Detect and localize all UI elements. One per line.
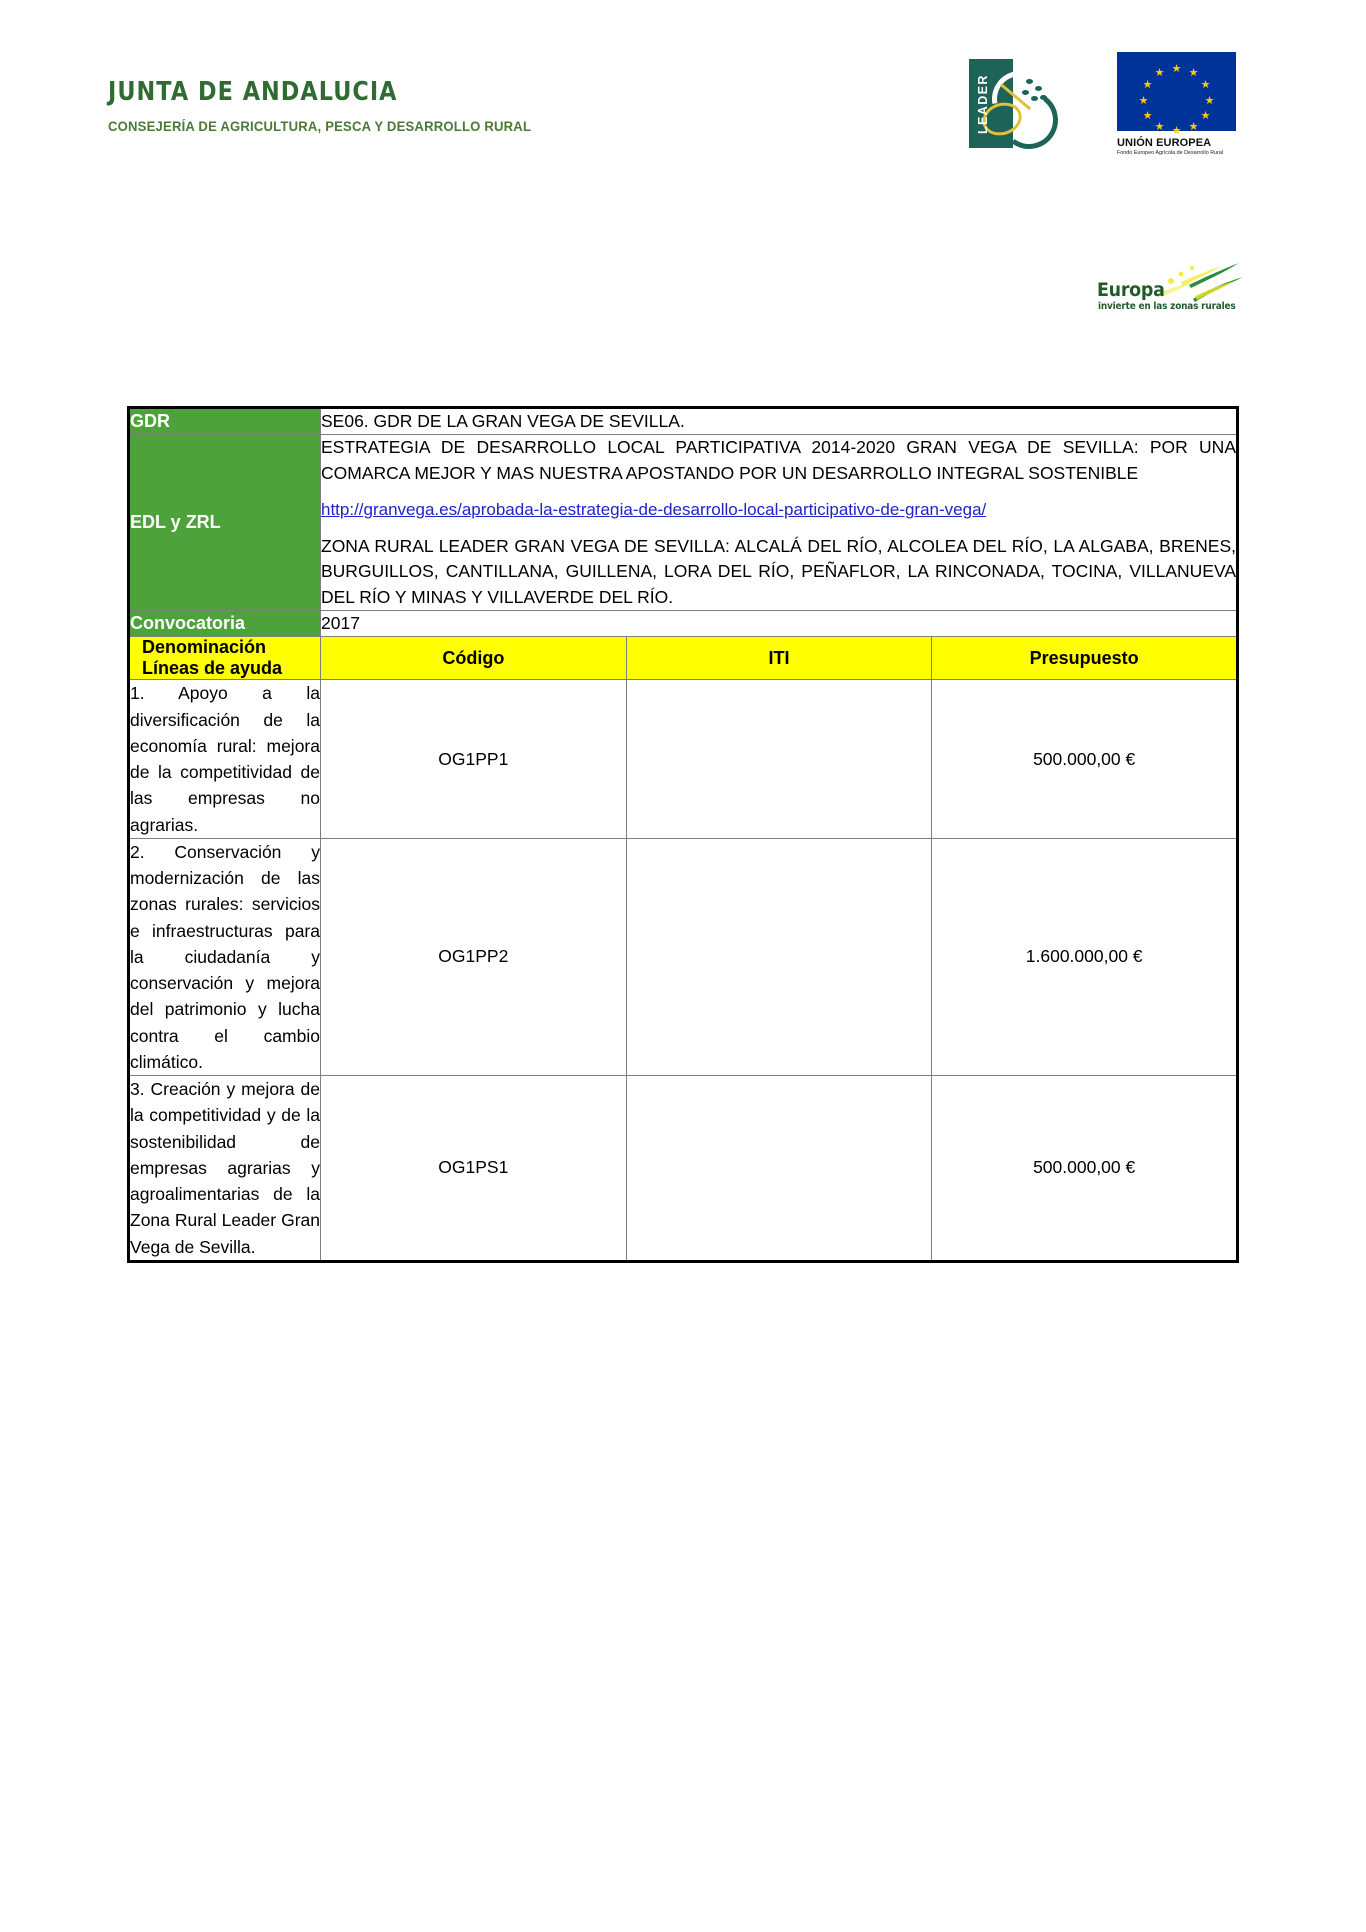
leader-logo-text: LEADER <box>976 74 990 134</box>
table-row-gdr <box>129 408 1238 435</box>
leader-logo <box>969 59 1058 148</box>
header-presupuesto: Presupuesto <box>932 637 1238 680</box>
edl-strategy-link[interactable]: http://granvega.es/aprobada-la-estrategia-de-desarrollo-local-participativo-de-gran-vega/ <box>321 500 987 520</box>
gdr-info-table-container <box>127 406 1239 1263</box>
eu-label: UNIÓN EUROPEA <box>1117 137 1212 149</box>
linea-iti <box>626 1076 932 1262</box>
linea-denominacion: 2. Conservación y modernización de las zonas rurales: servicios e infraestructuras para la ciudadanía y conservación y mejora del patrimonio y lucha contra el cambio climático. <box>129 838 321 1075</box>
linea-codigo: OG1PS1 <box>321 1076 627 1262</box>
europa-leaves-icon <box>1151 255 1255 305</box>
eu-flag-icon: ★ ★ ★ ★ ★ ★ ★ ★ ★ ★ ★ ★ <box>1117 52 1236 131</box>
edl-description-paragraph: ESTRATEGIA DE DESARROLLO LOCAL PARTICIPATIVA 2014-2020 GRAN VEGA DE SEVILLA: POR UNA COMARCA MEJOR Y MAS NUESTRA APOSTANDO POR UN DESARROLLO INTEGRAL SOSTENIBLE <box>321 437 1236 483</box>
leader-leaf-icon <box>1035 86 1042 91</box>
linea-denominacion: 1. Apoyo a la diversificación de la economía rural: mejora de la competitividad de las empresas no agrarias. <box>129 680 321 839</box>
linea-presupuesto: 500.000,00 € <box>932 680 1238 839</box>
table-row <box>129 838 1238 1075</box>
gdr-info-table <box>127 406 1239 1263</box>
linea-iti <box>626 680 932 839</box>
edl-link-paragraph <box>321 497 1236 523</box>
convocatoria-label-cell: Convocatoria <box>129 610 321 636</box>
linea-presupuesto: 500.000,00 € <box>932 1076 1238 1262</box>
header-denominacion: Denominación Líneas de ayuda <box>129 637 321 680</box>
header-codigo: Código <box>321 637 627 680</box>
europa-word: Europa <box>1097 279 1165 301</box>
lineas-header-row <box>129 637 1238 680</box>
linea-iti <box>626 838 932 1075</box>
edl-zrl-value-cell <box>321 435 1238 611</box>
linea-presupuesto: 1.600.000,00 € <box>932 838 1238 1075</box>
leader-leaf-icon <box>1026 79 1033 84</box>
europa-tagline: invierte en las zonas rurales <box>1098 301 1236 312</box>
linea-codigo: OG1PP1 <box>321 680 627 839</box>
table-row-edl-zrl <box>129 435 1238 611</box>
convocatoria-value-cell: 2017 <box>321 610 1238 636</box>
edl-zrl-label-cell: EDL y ZRL <box>129 435 321 611</box>
page-header <box>0 0 1366 312</box>
linea-denominacion: 3. Creación y mejora de la competitividad y de la sostenibilidad de empresas agrarias y agroalimentarias de la Zona Rural Leader Gran Vega de Sevilla. <box>129 1076 321 1262</box>
european-union-logo <box>1117 52 1259 156</box>
linea-codigo: OG1PP2 <box>321 838 627 1075</box>
leader-leaf-icon <box>1040 95 1047 100</box>
europa-zonas-rurales-logo <box>1095 255 1255 317</box>
eu-fund-caption: Fondo Europeo Agrícola de Desarrollo Rural <box>1117 150 1224 156</box>
leader-leaf-icon <box>1031 96 1038 101</box>
gdr-value-cell: SE06. GDR DE LA GRAN VEGA DE SEVILLA. <box>321 408 1238 435</box>
junta-title: JUNTA DE ANDALUCIA <box>108 77 398 107</box>
table-row-convocatoria <box>129 610 1238 636</box>
leader-leaf-icon <box>1022 90 1029 95</box>
gdr-label-cell: GDR <box>129 408 321 435</box>
junta-de-andalucia-logo <box>108 78 668 134</box>
header-iti: ITI <box>626 637 932 680</box>
table-row <box>129 1076 1238 1262</box>
table-row <box>129 680 1238 839</box>
zrl-municipalities-paragraph: ZONA RURAL LEADER GRAN VEGA DE SEVILLA: ALCALÁ DEL RÍO, ALCOLEA DEL RÍO, LA ALGABA, BRENES, BURGUILLOS, CANTILLANA, GUILLENA, LORA DEL RÍO, PEÑAFLOR, LA RINCONADA, TOCINA, VILLANUEVA DEL RÍO Y MINAS Y VILLAVERDE DEL RÍO. <box>321 535 1236 607</box>
consejeria-subtitle: CONSEJERÍA DE AGRICULTURA, PESCA Y DESARROLLO RURAL <box>108 118 532 134</box>
